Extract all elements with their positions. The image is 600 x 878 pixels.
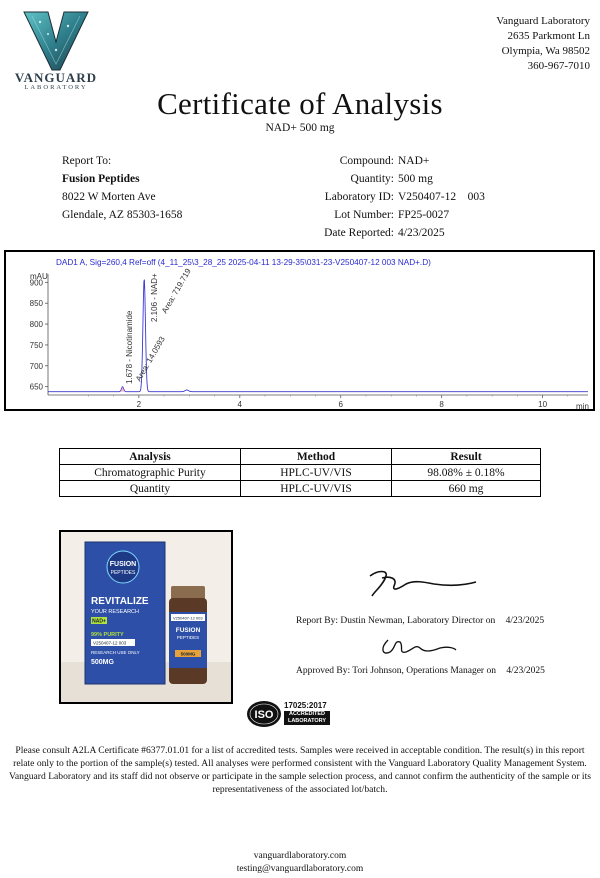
logo-subword: LABORATORY <box>24 84 88 91</box>
vial-brand: FUSION <box>175 627 201 634</box>
certificate-title: Certificate of Analysis <box>157 86 443 121</box>
y-tick-label: 700 <box>29 361 43 371</box>
table-row <box>60 481 541 497</box>
box-purity: 99% PURITY <box>91 632 124 638</box>
box-brand-top: FUSION <box>109 561 137 568</box>
vial-cap <box>171 586 205 600</box>
iso-standard: 17025:2017 <box>284 701 327 710</box>
vial-dose: 500MG <box>180 651 196 657</box>
lot-value: FP25-0027 <box>398 209 450 221</box>
lab-city: Olympia, Wa 98502 <box>501 45 590 57</box>
cell-method: HPLC-UV/VIS <box>241 465 392 481</box>
client-street: 8022 W Morten Ave <box>62 191 156 203</box>
iso-mark: ISO <box>254 709 274 721</box>
vial-brand-sub: PEPTIDES <box>176 635 200 640</box>
sample-info-block <box>300 152 485 242</box>
vanguard-logo <box>8 8 104 91</box>
x-tick-label: 10 <box>538 400 548 409</box>
v-emblem-icon <box>8 8 104 72</box>
chromatogram-panel <box>4 250 595 411</box>
table-row <box>60 465 541 481</box>
contact-block <box>0 850 600 876</box>
vial-lot: V250407-12 003 <box>173 615 203 621</box>
approval-signature-icon <box>378 634 458 660</box>
box-dose: 500MG <box>91 659 114 666</box>
y-tick-label: 650 <box>29 382 43 392</box>
x-tick-label: 2 <box>136 400 142 409</box>
report-by-line <box>296 616 544 626</box>
cell-analysis: Chromatographic Purity <box>60 465 241 481</box>
report-to-label: Report To: <box>62 155 112 167</box>
iso-text <box>284 711 330 725</box>
iso-text-accredited: ACCREDITED <box>288 711 326 717</box>
x-tick-label: 4 <box>237 400 243 409</box>
box-badge: NAD+ <box>92 618 106 625</box>
client-company: Fusion Peptides <box>62 173 140 185</box>
results-header-row <box>60 449 541 465</box>
nicotinamide-peak-label: 1.678 - Nicotinamide <box>125 310 134 384</box>
header-analysis: Analysis <box>60 449 241 465</box>
lab-id-value: V250407-12 003 <box>398 191 485 203</box>
y-axis-unit: mAU <box>30 272 48 281</box>
compound-label: Compound: <box>339 155 394 167</box>
compound-row <box>300 152 485 170</box>
lab-id-row <box>300 188 485 206</box>
nad-peak-label: 2.106 - NAD+ <box>150 273 159 322</box>
iso-seal-icon <box>246 700 282 728</box>
y-ticks <box>30 278 48 391</box>
date-label: Date Reported: <box>324 227 394 239</box>
x-tick-label: 8 <box>439 400 444 409</box>
report-to-block <box>62 152 182 224</box>
quantity-label: Quantity: <box>350 173 394 185</box>
quantity-row <box>300 170 485 188</box>
box-headline: REVITALIZE <box>91 596 149 607</box>
cell-result: 98.08% ± 0.18% <box>392 465 541 481</box>
lab-phone: 360-967-7010 <box>527 60 590 72</box>
cell-result: 660 mg <box>392 481 541 497</box>
report-by-date: 4/23/2025 <box>505 616 545 626</box>
iso-text-laboratory: LABORATORY <box>287 718 327 724</box>
chromatogram-header: DAD1 A, Sig=260,4 Ref=off (4_11_25\3_28_25 2025-04-11 13-29-35\031-23-V250407-12 003 NAD+.D) <box>56 258 431 267</box>
email-link[interactable]: testing@vanguardlaboratory.com <box>236 864 364 874</box>
certificate-subtitle: NAD+ 500 mg <box>265 122 335 134</box>
header-method: Method <box>241 449 392 465</box>
y-tick-label: 800 <box>29 320 43 330</box>
box-subheadline: YOUR RESEARCH <box>91 609 139 615</box>
lab-id-label: Laboratory ID: <box>324 191 394 203</box>
nicotinamide-peak-area <box>119 387 127 392</box>
x-tick-label: 6 <box>338 400 343 409</box>
y-tick-label: 900 <box>29 278 43 288</box>
product-photo <box>59 530 233 704</box>
lab-address <box>496 14 590 74</box>
nicotinamide-area-label: Area: 14.0593 <box>133 334 167 383</box>
lot-row <box>300 206 485 224</box>
box-brand-bottom: PEPTIDES <box>110 570 136 576</box>
logo-wordmark: VANGUARD <box>14 70 98 85</box>
nad-area-label: Area: 719.719 <box>159 266 193 315</box>
iso-accreditation-badge <box>246 700 346 728</box>
box-lot: V250407-12 003 <box>93 640 127 646</box>
chromatogram-plot <box>6 252 593 409</box>
client-city: Glendale, AZ 85303-1658 <box>62 209 183 221</box>
header-result: Result <box>392 449 541 465</box>
report-by-text: Report By: Dustin Newman, Laboratory Director on <box>296 616 496 626</box>
lab-name: Vanguard Laboratory <box>496 15 590 27</box>
results-table <box>59 448 541 497</box>
date-value: 4/23/2025 <box>398 227 445 239</box>
approved-by-text: Approved By: Tori Johnson, Operations Manager on <box>296 666 496 676</box>
report-signature-icon <box>364 566 480 602</box>
approved-by-date: 4/23/2025 <box>506 666 545 676</box>
date-row <box>300 224 485 242</box>
disclaimer-text: Please consult A2LA Certificate #6377.01.01 for a list of accredited tests. Samples were received in acceptable condition. The result(s) in this report relate only to the portion of the sample(s) tested. All analyses were performed consistent with the Vanguard Laboratory Quality Management System. Vanguard Laboratory and its staff did not observe or participate in the sample selection process, and cannot confirm the authenticity of the sample or its representativeness of the associated lot/batch. <box>9 745 591 795</box>
compound-value: NAD+ <box>398 155 430 167</box>
lab-street: 2635 Parkmont Ln <box>507 30 590 42</box>
box-research: RESEARCH USE ONLY <box>91 650 140 655</box>
x-axis-unit: min <box>576 402 589 409</box>
y-tick-label: 750 <box>29 340 43 350</box>
product-image <box>61 532 231 702</box>
x-ticks <box>88 395 567 409</box>
website-link[interactable]: vanguardlaboratory.com <box>253 851 347 861</box>
cell-method: HPLC-UV/VIS <box>241 481 392 497</box>
approved-by-line <box>296 666 545 676</box>
cell-analysis: Quantity <box>60 481 241 497</box>
lot-label: Lot Number: <box>334 209 394 221</box>
y-tick-label: 850 <box>29 299 43 309</box>
quantity-value: 500 mg <box>398 173 433 185</box>
